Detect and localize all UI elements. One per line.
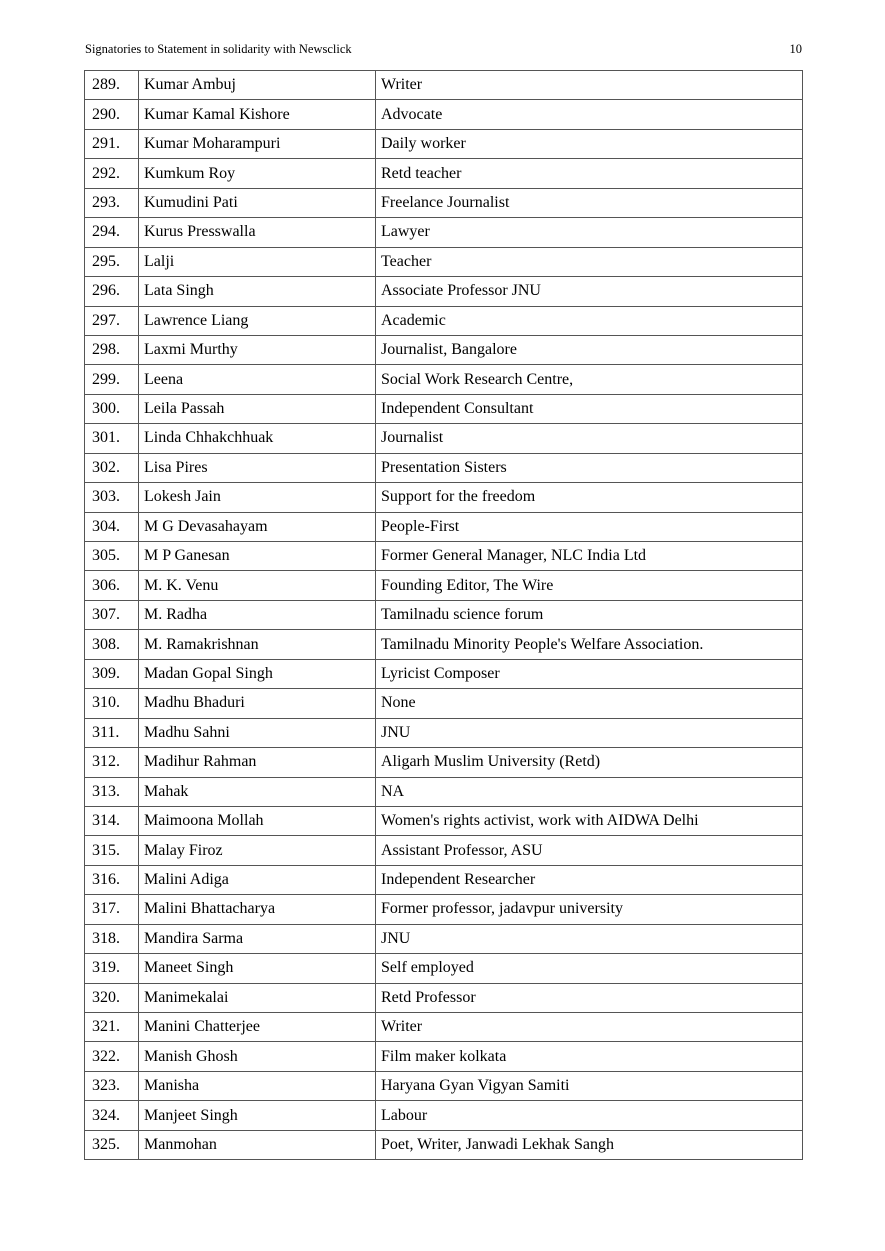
row-number: 321. bbox=[85, 1013, 139, 1042]
signatory-name: Malini Bhattacharya bbox=[139, 895, 376, 924]
signatory-description: Writer bbox=[376, 71, 803, 100]
signatory-name: Malini Adiga bbox=[139, 865, 376, 894]
signatory-description: Film maker kolkata bbox=[376, 1042, 803, 1071]
signatory-description: JNU bbox=[376, 718, 803, 747]
signatory-description: Former General Manager, NLC India Ltd bbox=[376, 542, 803, 571]
row-number: 301. bbox=[85, 424, 139, 453]
signatory-description: Independent Consultant bbox=[376, 394, 803, 423]
table-row bbox=[85, 659, 803, 688]
table-row bbox=[85, 718, 803, 747]
table-row bbox=[85, 1042, 803, 1071]
table-row bbox=[85, 1071, 803, 1100]
table-row bbox=[85, 188, 803, 217]
signatory-name: M P Ganesan bbox=[139, 542, 376, 571]
signatory-name: M. Radha bbox=[139, 600, 376, 629]
signatory-name: Mandira Sarma bbox=[139, 924, 376, 953]
table-row bbox=[85, 100, 803, 129]
row-number: 322. bbox=[85, 1042, 139, 1071]
table-row bbox=[85, 630, 803, 659]
table-row bbox=[85, 777, 803, 806]
signatory-description: Retd teacher bbox=[376, 159, 803, 188]
signatory-name: Lawrence Liang bbox=[139, 306, 376, 335]
table-row bbox=[85, 600, 803, 629]
table-row bbox=[85, 218, 803, 247]
signatory-description: Journalist bbox=[376, 424, 803, 453]
signatory-name: Kumar Ambuj bbox=[139, 71, 376, 100]
row-number: 313. bbox=[85, 777, 139, 806]
signatory-name: Lata Singh bbox=[139, 277, 376, 306]
row-number: 312. bbox=[85, 748, 139, 777]
table-row bbox=[85, 865, 803, 894]
signatory-description: NA bbox=[376, 777, 803, 806]
row-number: 291. bbox=[85, 129, 139, 158]
row-number: 289. bbox=[85, 71, 139, 100]
row-number: 297. bbox=[85, 306, 139, 335]
row-number: 294. bbox=[85, 218, 139, 247]
signatory-description: Writer bbox=[376, 1013, 803, 1042]
signatory-description: Social Work Research Centre, bbox=[376, 365, 803, 394]
signatory-description: Former professor, jadavpur university bbox=[376, 895, 803, 924]
signatory-name: Kurus Presswalla bbox=[139, 218, 376, 247]
signatory-description: Daily worker bbox=[376, 129, 803, 158]
signatory-name: M. Ramakrishnan bbox=[139, 630, 376, 659]
table-row bbox=[85, 1130, 803, 1159]
signatory-name: Manish Ghosh bbox=[139, 1042, 376, 1071]
signatory-description: Assistant Professor, ASU bbox=[376, 836, 803, 865]
signatory-name: Manimekalai bbox=[139, 983, 376, 1012]
table-row bbox=[85, 424, 803, 453]
signatory-name: M. K. Venu bbox=[139, 571, 376, 600]
row-number: 319. bbox=[85, 954, 139, 983]
signatory-name: Lisa Pires bbox=[139, 453, 376, 482]
row-number: 302. bbox=[85, 453, 139, 482]
signatory-description: None bbox=[376, 689, 803, 718]
table-row bbox=[85, 453, 803, 482]
row-number: 323. bbox=[85, 1071, 139, 1100]
row-number: 304. bbox=[85, 512, 139, 541]
table-row bbox=[85, 306, 803, 335]
signatory-name: Lokesh Jain bbox=[139, 483, 376, 512]
signatory-description: Presentation Sisters bbox=[376, 453, 803, 482]
table-row bbox=[85, 247, 803, 276]
signatory-description: Independent Researcher bbox=[376, 865, 803, 894]
signatory-description: Lyricist Composer bbox=[376, 659, 803, 688]
signatory-description: Women's rights activist, work with AIDWA Delhi bbox=[376, 806, 803, 835]
signatory-description: Lawyer bbox=[376, 218, 803, 247]
signatory-description: Haryana Gyan Vigyan Samiti bbox=[376, 1071, 803, 1100]
table-row bbox=[85, 806, 803, 835]
signatory-name: Leena bbox=[139, 365, 376, 394]
signatories-table bbox=[84, 70, 803, 1160]
signatory-description: Labour bbox=[376, 1101, 803, 1130]
signatory-name: Linda Chhakchhuak bbox=[139, 424, 376, 453]
signatory-description: Academic bbox=[376, 306, 803, 335]
table-row bbox=[85, 71, 803, 100]
signatory-description: Freelance Journalist bbox=[376, 188, 803, 217]
signatory-description: Poet, Writer, Janwadi Lekhak Sangh bbox=[376, 1130, 803, 1159]
table-row bbox=[85, 924, 803, 953]
document-title: Signatories to Statement in solidarity with Newsclick bbox=[85, 42, 352, 56]
table-row bbox=[85, 335, 803, 364]
table-row bbox=[85, 365, 803, 394]
signatories-table-body bbox=[85, 71, 803, 1160]
signatory-name: Madhu Bhaduri bbox=[139, 689, 376, 718]
signatory-description: Advocate bbox=[376, 100, 803, 129]
row-number: 320. bbox=[85, 983, 139, 1012]
table-row bbox=[85, 1101, 803, 1130]
table-row bbox=[85, 954, 803, 983]
signatory-name: Lalji bbox=[139, 247, 376, 276]
signatory-description: Tamilnadu Minority People's Welfare Association. bbox=[376, 630, 803, 659]
signatory-description: Aligarh Muslim University (Retd) bbox=[376, 748, 803, 777]
row-number: 300. bbox=[85, 394, 139, 423]
table-row bbox=[85, 129, 803, 158]
signatory-name: Madan Gopal Singh bbox=[139, 659, 376, 688]
signatory-name: Kumkum Roy bbox=[139, 159, 376, 188]
table-row bbox=[85, 483, 803, 512]
signatory-name: Manini Chatterjee bbox=[139, 1013, 376, 1042]
row-number: 293. bbox=[85, 188, 139, 217]
signatory-name: Kumudini Pati bbox=[139, 188, 376, 217]
row-number: 306. bbox=[85, 571, 139, 600]
signatory-name: Kumar Kamal Kishore bbox=[139, 100, 376, 129]
signatory-name: Malay Firoz bbox=[139, 836, 376, 865]
row-number: 298. bbox=[85, 335, 139, 364]
table-row bbox=[85, 159, 803, 188]
page-number: 10 bbox=[789, 42, 802, 56]
row-number: 314. bbox=[85, 806, 139, 835]
signatory-description: Support for the freedom bbox=[376, 483, 803, 512]
row-number: 305. bbox=[85, 542, 139, 571]
signatory-description: Founding Editor, The Wire bbox=[376, 571, 803, 600]
table-row bbox=[85, 394, 803, 423]
table-row bbox=[85, 542, 803, 571]
signatory-name: Manisha bbox=[139, 1071, 376, 1100]
signatory-description: Tamilnadu science forum bbox=[376, 600, 803, 629]
table-row bbox=[85, 836, 803, 865]
row-number: 296. bbox=[85, 277, 139, 306]
signatory-name: Manmohan bbox=[139, 1130, 376, 1159]
table-row bbox=[85, 689, 803, 718]
signatory-name: Mahak bbox=[139, 777, 376, 806]
table-row bbox=[85, 571, 803, 600]
signatory-name: Laxmi Murthy bbox=[139, 335, 376, 364]
row-number: 311. bbox=[85, 718, 139, 747]
table-row bbox=[85, 983, 803, 1012]
signatory-description: People-First bbox=[376, 512, 803, 541]
row-number: 325. bbox=[85, 1130, 139, 1159]
row-number: 307. bbox=[85, 600, 139, 629]
row-number: 317. bbox=[85, 895, 139, 924]
signatory-name: Madhu Sahni bbox=[139, 718, 376, 747]
row-number: 308. bbox=[85, 630, 139, 659]
signatory-name: Kumar Moharampuri bbox=[139, 129, 376, 158]
row-number: 290. bbox=[85, 100, 139, 129]
row-number: 299. bbox=[85, 365, 139, 394]
row-number: 316. bbox=[85, 865, 139, 894]
signatory-description: Teacher bbox=[376, 247, 803, 276]
signatory-description: JNU bbox=[376, 924, 803, 953]
row-number: 295. bbox=[85, 247, 139, 276]
page-header bbox=[85, 40, 802, 60]
table-row bbox=[85, 512, 803, 541]
signatory-name: Maimoona Mollah bbox=[139, 806, 376, 835]
table-row bbox=[85, 277, 803, 306]
signatory-description: Journalist, Bangalore bbox=[376, 335, 803, 364]
row-number: 324. bbox=[85, 1101, 139, 1130]
signatory-name: Maneet Singh bbox=[139, 954, 376, 983]
row-number: 315. bbox=[85, 836, 139, 865]
signatory-name: Leila Passah bbox=[139, 394, 376, 423]
row-number: 303. bbox=[85, 483, 139, 512]
table-row bbox=[85, 748, 803, 777]
row-number: 310. bbox=[85, 689, 139, 718]
row-number: 309. bbox=[85, 659, 139, 688]
signatory-description: Retd Professor bbox=[376, 983, 803, 1012]
row-number: 292. bbox=[85, 159, 139, 188]
signatory-name: Manjeet Singh bbox=[139, 1101, 376, 1130]
signatory-name: M G Devasahayam bbox=[139, 512, 376, 541]
row-number: 318. bbox=[85, 924, 139, 953]
signatory-name: Madihur Rahman bbox=[139, 748, 376, 777]
table-row bbox=[85, 1013, 803, 1042]
signatory-description: Self employed bbox=[376, 954, 803, 983]
signatory-description: Associate Professor JNU bbox=[376, 277, 803, 306]
table-row bbox=[85, 895, 803, 924]
